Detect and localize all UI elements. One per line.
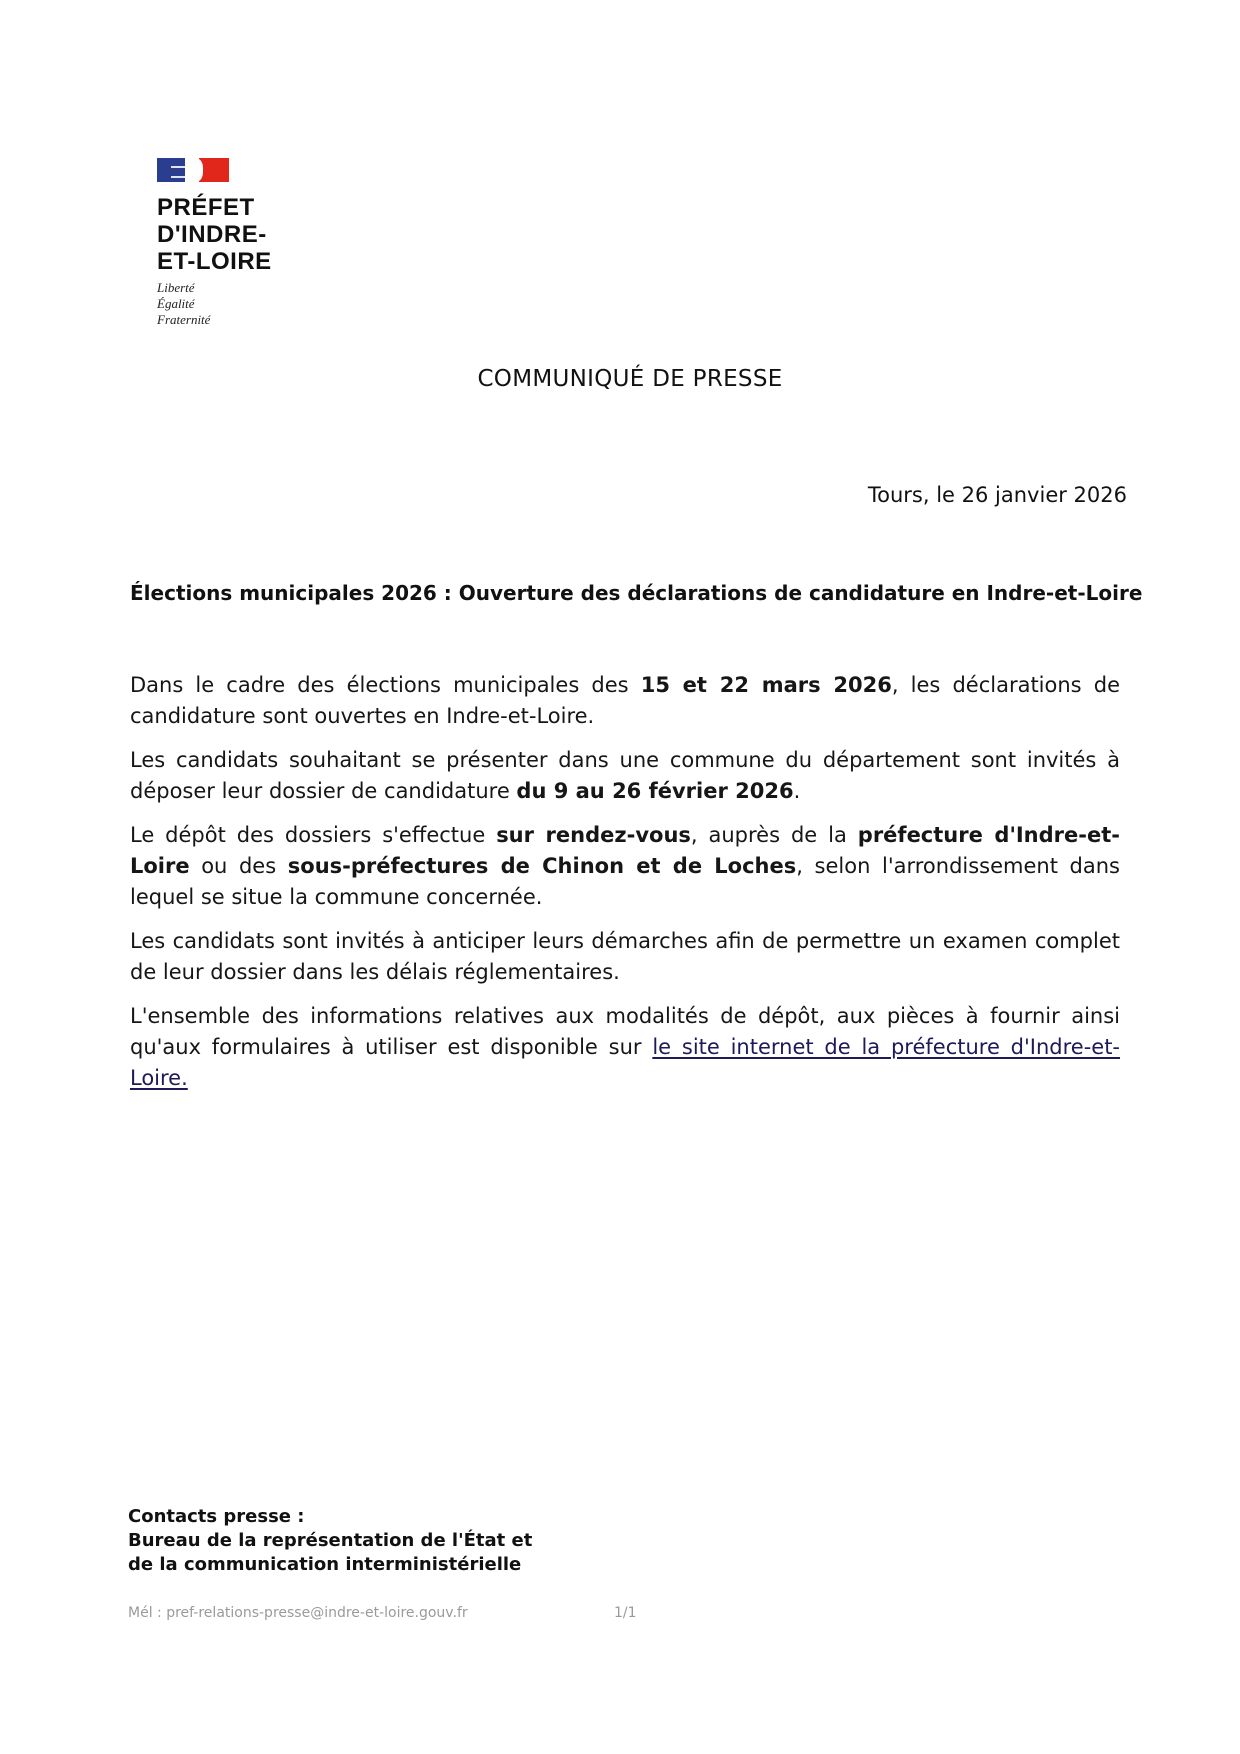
text: Les candidats souhaitant se présenter dans une commune du département sont invités à déposer leur dossier de candidature — [130, 748, 1120, 803]
press-release-heading: Élections municipales 2026 : Ouverture des déclarations de candidature en Indre-et-Loire — [130, 581, 1143, 605]
bureau-line: de la communication interministérielle — [128, 1554, 522, 1575]
logo-name-line: PRÉFET — [157, 194, 255, 221]
text: , auprès de la — [690, 823, 858, 847]
page-number: 1/1 — [614, 1605, 637, 1621]
press-contacts — [128, 1505, 532, 1577]
republic-motto — [157, 280, 210, 328]
press-release-body — [130, 670, 1120, 1107]
text: , selon l'arrondissement dans lequel se situe la commune concernée. — [130, 854, 1121, 909]
text: Le dépôt des dossiers s'effectue — [130, 823, 497, 847]
bureau-line: Bureau de la représentation de l'État et — [128, 1530, 533, 1551]
bold-text: sur rendez-vous — [496, 823, 691, 847]
text: L'ensemble des informations relatives aux modalités de dépôt, aux pièces à fournir ainsi qu'aux formulaires à utiliser est disponible sur — [130, 1004, 1120, 1059]
paragraph — [130, 745, 1120, 807]
bold-text: du 9 au 26 février 2026 — [516, 779, 794, 803]
bold-text: 15 et 22 mars 2026 — [640, 673, 892, 697]
paragraph — [130, 670, 1120, 732]
motto-line: Liberté — [157, 280, 195, 295]
prefecture-website-link[interactable]: le site internet de la préfecture d'Indre-et-Loire. — [130, 1035, 1121, 1090]
text: Les candidats sont invités à anticiper leurs démarches afin de permettre un examen complet de leur dossier dans les délais réglementaires. — [130, 929, 1120, 984]
paragraph — [130, 1001, 1120, 1094]
logo-name-line: ET-LOIRE — [157, 248, 272, 275]
text: , les déclarations de candidature sont ouvertes en Indre-et-Loire. — [130, 673, 1120, 728]
bold-text: préfecture d'Indre-et-Loire — [130, 823, 1120, 878]
logo-name-line: D'INDRE- — [157, 221, 267, 248]
date-line: Tours, le 26 janvier 2026 — [867, 483, 1127, 507]
bold-text: sous-préfectures de Chinon et de Loches — [287, 854, 797, 878]
text: . — [793, 779, 801, 803]
motto-line: Égalité — [157, 296, 195, 311]
paragraph — [130, 820, 1120, 913]
contacts-label: Contacts presse : — [128, 1506, 305, 1527]
document-type-title: COMMUNIQUÉ DE PRESSE — [477, 366, 783, 392]
paragraph — [130, 926, 1120, 988]
motto-line: Fraternité — [157, 312, 211, 327]
marianne-flag-icon — [157, 158, 229, 182]
logo-name — [157, 194, 272, 275]
contact-email: Mél : pref-relations-presse@indre-et-loire.gouv.fr — [128, 1605, 468, 1621]
text: ou des — [189, 854, 288, 878]
text: Dans le cadre des élections municipales des — [130, 673, 641, 697]
